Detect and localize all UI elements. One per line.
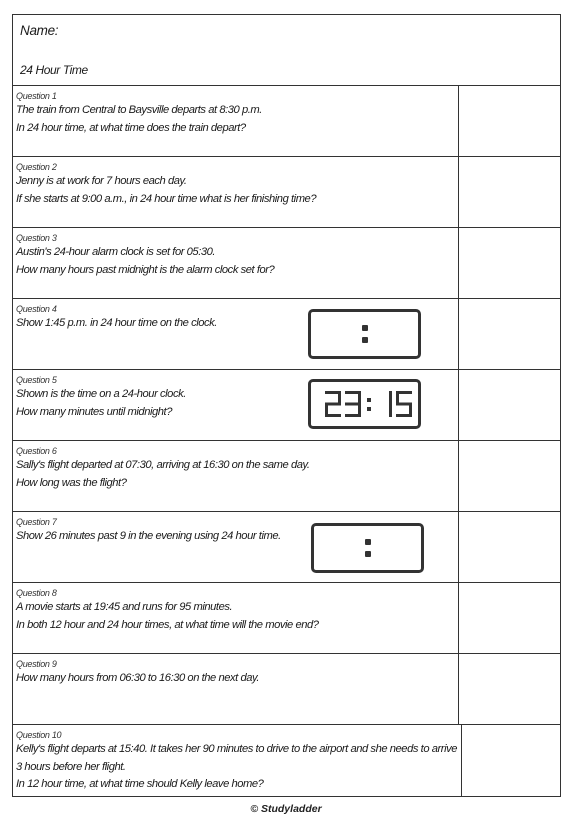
copyright-footer: © Studyladder: [250, 803, 322, 815]
answer-box[interactable]: [459, 512, 560, 582]
question-cell: [13, 299, 459, 369]
question-text: How long was the flight?: [16, 476, 127, 489]
question-row-4: [12, 299, 561, 370]
worksheet-header: [12, 14, 561, 86]
clock-colon-icon: [362, 323, 368, 345]
clock-digit-segment: [396, 414, 412, 417]
question-row-1: [12, 86, 561, 157]
question-row-2: [12, 157, 561, 228]
clock-digit-segment: [345, 414, 361, 417]
question-text: A movie starts at 19:45 and runs for 95 minutes.: [16, 601, 233, 613]
answer-box[interactable]: [459, 86, 560, 156]
question-text: Show 1:45 p.m. in 24 hour time on the clock.: [16, 317, 217, 329]
clock-colon-icon: [365, 537, 371, 559]
question-number: Question 9: [16, 659, 57, 669]
question-text: In 12 hour time, at what time should Kelly leave home?: [16, 778, 264, 790]
question-text: Show 26 minutes past 9 in the evening using 24 hour time.: [16, 530, 281, 542]
answer-box[interactable]: [462, 725, 560, 796]
question-number: Question 4: [16, 304, 57, 314]
question-row-6: [12, 441, 561, 512]
question-text: Austin's 24-hour alarm clock is set for 05:30.: [16, 246, 216, 258]
blank-digital-clock[interactable]: [308, 309, 421, 359]
question-row-5: [12, 370, 561, 441]
question-text: The train from Central to Baysville departs at 8:30 p.m.: [16, 104, 262, 116]
answer-box[interactable]: [459, 654, 560, 724]
question-row-10: [12, 725, 561, 797]
question-cell: [13, 583, 459, 653]
answer-box[interactable]: [459, 299, 560, 369]
question-cell: [13, 157, 459, 227]
question-row-7: [12, 512, 561, 583]
question-cell: [13, 228, 459, 298]
question-text: In both 12 hour and 24 hour times, at what time will the movie end?: [16, 618, 319, 631]
question-text: In 24 hour time, at what time does the train depart?: [16, 121, 246, 134]
worksheet-title: 24 Hour Time: [20, 63, 88, 77]
question-cell: [13, 725, 462, 796]
blank-digital-clock[interactable]: [311, 523, 424, 573]
question-text: How many hours past midnight is the alarm clock set for?: [16, 263, 275, 276]
question-cell: [13, 654, 459, 724]
question-cell: [13, 441, 459, 511]
question-number: Question 6: [16, 446, 57, 456]
answer-box[interactable]: [459, 370, 560, 440]
clock-digit-segment: [338, 391, 341, 404]
name-label: Name:: [20, 23, 59, 38]
clock-digit-segment: [325, 414, 341, 417]
question-text: Jenny is at work for 7 hours each day.: [16, 175, 187, 187]
question-number: Question 2: [16, 162, 57, 172]
question-text: If she starts at 9:00 a.m., in 24 hour time what is her finishing time?: [16, 192, 317, 205]
clock-display: [311, 382, 418, 426]
question-row-3: [12, 228, 561, 299]
clock-digit-segment: [396, 391, 399, 404]
question-text: Sally's flight departed at 07:30, arriving at 16:30 on the same day.: [16, 459, 310, 471]
question-text: Kelly's flight departs at 15:40. It takes her 90 minutes to drive to the airport and she needs to arrive: [16, 743, 458, 755]
question-row-8: [12, 583, 561, 654]
clock-colon-dot: [367, 407, 371, 411]
question-text: How many hours from 06:30 to 16:30 on the next day.: [16, 672, 260, 684]
question-cell: [13, 370, 459, 440]
answer-box[interactable]: [459, 157, 560, 227]
question-number: Question 1: [16, 91, 57, 101]
question-cell: [13, 86, 459, 156]
question-number: Question 10: [16, 730, 62, 740]
answer-box[interactable]: [459, 441, 560, 511]
question-text: 3 hours before her flight.: [16, 760, 126, 773]
question-text: Shown is the time on a 24-hour clock.: [16, 388, 186, 400]
question-number: Question 7: [16, 517, 57, 527]
answer-box[interactable]: [459, 583, 560, 653]
clock-digit-segment: [389, 391, 392, 404]
answer-box[interactable]: [459, 228, 560, 298]
worksheet: [12, 14, 561, 797]
clock-colon-dot: [367, 398, 371, 402]
question-number: Question 8: [16, 588, 57, 598]
clock-digit-segment: [389, 404, 392, 417]
question-cell: [13, 512, 459, 582]
digital-clock: [308, 379, 421, 429]
question-text: How many minutes until midnight?: [16, 405, 172, 418]
question-number: Question 3: [16, 233, 57, 243]
clock-digit-segment: [358, 391, 361, 404]
question-row-9: [12, 654, 561, 725]
question-number: Question 5: [16, 375, 57, 385]
